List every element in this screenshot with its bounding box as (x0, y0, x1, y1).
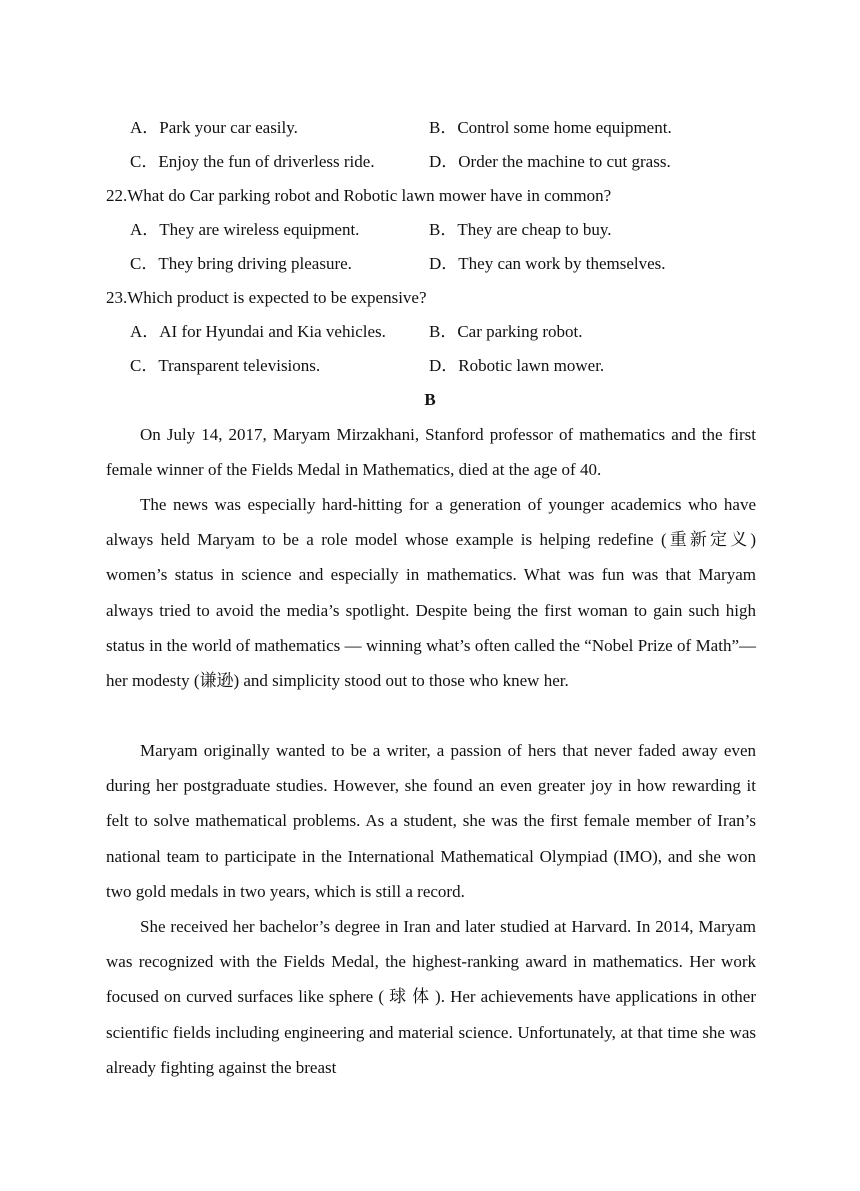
option-text: They are cheap to buy. (457, 220, 612, 239)
option-letter: B． (429, 220, 458, 239)
q22-option-c (130, 254, 352, 274)
q23-stem: 23.Which product is expected to be expensive? (106, 288, 427, 307)
option-text: Control some home equipment. (457, 118, 672, 137)
option-text: Transparent televisions. (158, 356, 321, 375)
q22-stem: 22.What do Car parking robot and Robotic lawn mower have in common? (106, 186, 612, 205)
q22-option-a (130, 220, 359, 240)
q23-option-b (429, 322, 582, 342)
q23-option-c (130, 356, 320, 376)
q23-option-a (130, 322, 386, 342)
q22-option-b (429, 220, 612, 240)
option-letter: B． (429, 322, 458, 341)
option-letter: C． (130, 356, 159, 375)
option-text: Park your car easily. (159, 118, 298, 137)
option-letter: C． (130, 254, 159, 273)
section-b-title: B (424, 390, 436, 409)
option-letter: D． (429, 254, 459, 273)
option-text: Enjoy the fun of driverless ride. (158, 152, 375, 171)
option-letter: D． (429, 152, 459, 171)
option-text: They bring driving pleasure. (158, 254, 352, 273)
q21-option-d (429, 152, 671, 172)
option-letter: B． (429, 118, 458, 137)
passage-paragraph-4: She received her bachelor’s degree in Iran and later studied at Harvard. In 2014, Maryam was recognized with the Fields Medal, the highest-ranking award in mathematics. Her work focused on curved surfaces like sphere ( 球 体 ). Her achievements have applications in other scientific fields including engineering and material science. Unfortunately, at that time she was already fighting against the breast (106, 917, 756, 1077)
option-text: Robotic lawn mower. (458, 356, 605, 375)
option-letter: A． (130, 220, 160, 239)
passage-paragraph-1: On July 14, 2017, Maryam Mirzakhani, Stanford professor of mathematics and the first female winner of the Fields Medal in Mathematics, died at the age of 40. (106, 425, 756, 480)
passage-paragraph-3: Maryam originally wanted to be a writer, a passion of hers that never faded away even during her postgraduate studies. However, she found an even greater joy in how rewarding it felt to solve mathematical problems. As a student, she was the first female member of Iran’s national team to participate in the International Mathematical Olympiad (IMO), and she won two gold medals in two years, which is still a record. (106, 741, 756, 901)
option-text: They are wireless equipment. (159, 220, 360, 239)
option-letter: A． (130, 118, 160, 137)
passage-paragraph-2: The news was especially hard-hitting for a generation of younger academics who have always held Maryam to be a role model whose example is helping redefine (重新定义) women’s status in science and especially in mathematics. What was fun was that Maryam always tried to avoid the media’s spotlight. Despite being the first woman to gain such high status in the world of mathematics — winning what’s often called the “Nobel Prize of Math”— her modesty (谦逊) and simplicity stood out to those who knew her. (106, 495, 756, 691)
q21-option-c (130, 152, 375, 172)
option-text: Car parking robot. (457, 322, 583, 341)
option-text: They can work by themselves. (458, 254, 666, 273)
q23-option-d (429, 356, 604, 376)
option-text: Order the machine to cut grass. (458, 152, 671, 171)
option-letter: C． (130, 152, 159, 171)
option-letter: D． (429, 356, 459, 375)
option-text: AI for Hyundai and Kia vehicles. (159, 322, 386, 341)
q21-option-b (429, 118, 672, 138)
q21-option-a (130, 118, 298, 138)
option-letter: A． (130, 322, 160, 341)
q22-option-d (429, 254, 666, 274)
